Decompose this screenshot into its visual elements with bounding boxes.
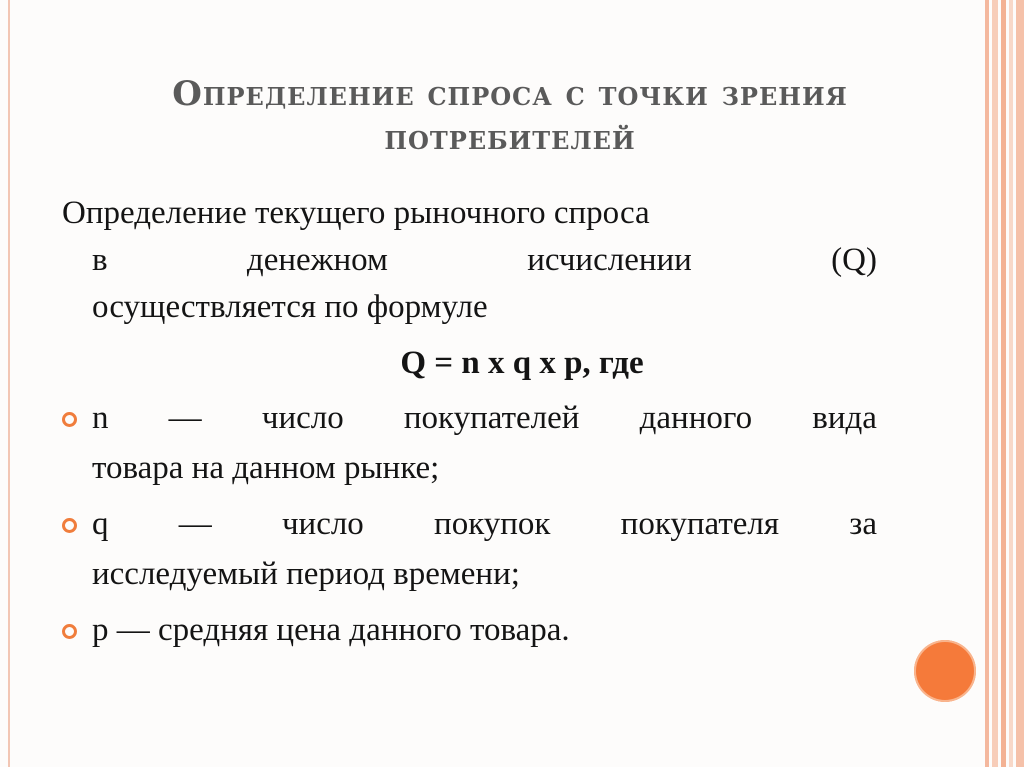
left-border-line	[8, 0, 10, 767]
slide-title	[60, 72, 960, 160]
bullet-line-1	[92, 393, 877, 443]
bullet-list	[62, 393, 877, 661]
ring-bullet-icon	[62, 624, 77, 639]
intro-paragraph	[62, 190, 877, 331]
list-item	[62, 605, 877, 655]
bullet-word: вида	[812, 400, 877, 436]
list-item	[62, 499, 877, 599]
bullet-line-2: товара на данном рынке;	[92, 450, 440, 486]
right-stripe	[1009, 0, 1013, 767]
bullet-word: число	[261, 400, 344, 436]
orange-circle-decoration	[914, 640, 976, 702]
ring-bullet-icon	[62, 412, 77, 427]
bullet-word: число	[281, 506, 364, 542]
right-stripe	[985, 0, 989, 767]
list-item	[62, 393, 877, 493]
intro-line-2	[62, 237, 877, 284]
right-stripe	[1016, 0, 1024, 767]
slide-title-line-2: потребителей	[384, 118, 636, 158]
bullet-word: покупок	[434, 506, 551, 542]
bullet-word: за	[849, 506, 877, 542]
bullet-word: —	[168, 400, 202, 436]
ring-bullet-icon	[62, 518, 77, 533]
bullet-word: покупателей	[403, 400, 580, 436]
intro-word: (Q)	[831, 242, 877, 278]
right-stripe	[1001, 0, 1006, 767]
right-stripe	[992, 0, 998, 767]
bullet-word: данного	[639, 400, 753, 436]
intro-line-1: Определение текущего рыночного спроса	[62, 195, 650, 231]
bullet-word: —	[178, 506, 212, 542]
bullet-line-2: исследуемый период времени;	[92, 556, 520, 592]
bullet-line-1: p — средняя цена данного товара.	[92, 612, 570, 648]
intro-line-3: осуществляется по формуле	[92, 289, 488, 325]
formula: Q = n x q x p, где	[400, 345, 644, 381]
slide-title-line-1: Определение спроса с точки зрения	[172, 74, 848, 114]
intro-word: денежном	[246, 242, 388, 278]
bullet-word: покупателя	[620, 506, 780, 542]
intro-word: в	[92, 242, 108, 278]
bullet-word: n	[92, 400, 109, 436]
intro-word: исчислении	[527, 242, 692, 278]
bullet-word: q	[92, 506, 109, 542]
bullet-line-1	[92, 499, 877, 549]
